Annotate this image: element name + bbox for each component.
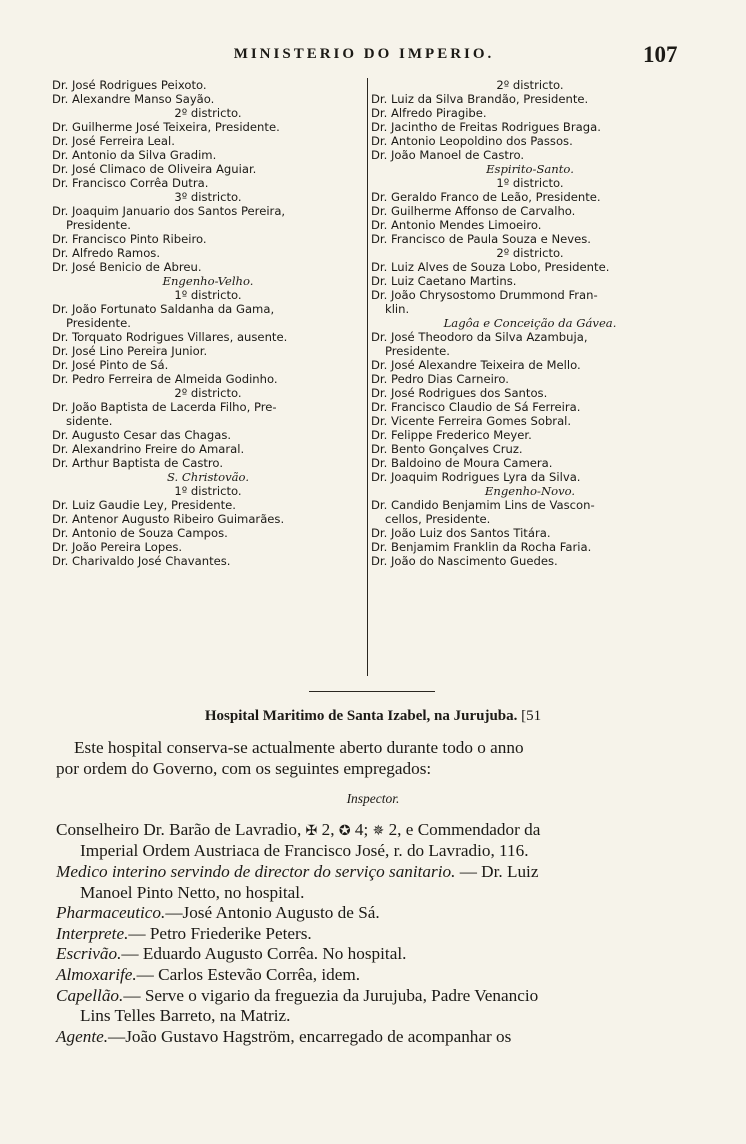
roster-entry: Dr. João Fortunato Saldanha da Gama,: [52, 302, 275, 316]
roster-entry: Dr. Luiz Alves de Souza Lobo, Presidente.: [371, 260, 610, 274]
roster-entry: Dr. Alexandre Manso Sayão.: [52, 92, 215, 106]
roster-entry: Dr. Antonio de Souza Campos.: [52, 526, 228, 540]
running-head: [0, 42, 746, 70]
inspector-order-2: 4;: [354, 819, 369, 839]
roster-entry: Dr. José Climaco de Oliveira Aguiar.: [52, 162, 257, 176]
district-heading: S. Christovão.: [167, 470, 249, 484]
pharmaceutico-line: [56, 903, 690, 924]
inspector-line-1: [56, 820, 690, 842]
roster-entry: Dr. Guilherme Affonso de Carvalho.: [371, 204, 576, 218]
interprete-line: [56, 924, 690, 945]
hospital-title-text: Hospital Maritimo de Santa Izabel, na Jurujuba.: [204, 708, 518, 724]
almoxarife-line: [56, 965, 690, 986]
pharmaceutico-label: Pharmaceutico.: [56, 903, 166, 923]
district-heading: Lagôa e Conceição da Gávea.: [443, 316, 617, 330]
hospital-title-ref: [51: [521, 708, 542, 724]
interprete-name: — Petro Friederike Peters.: [128, 923, 312, 943]
interprete-label: Interprete.: [56, 923, 129, 943]
agente-line: [56, 1027, 690, 1048]
running-head-title: MINISTERIO DO IMPERIO.: [233, 46, 495, 62]
roster-entry: Dr. Geraldo Franco de Leão, Presidente.: [371, 190, 601, 204]
hospital-section-title: [0, 708, 746, 725]
roster-entry: Dr. José Ferreira Leal.: [52, 134, 175, 148]
right-column: [371, 78, 689, 568]
roster-entry: Dr. Vicente Ferreira Gomes Sobral.: [371, 414, 572, 428]
roster-entry: Dr. Felippe Frederico Meyer.: [371, 428, 532, 442]
cross-of-order-icon: ✠: [305, 822, 318, 839]
district-heading: Espirito-Santo.: [486, 162, 574, 176]
medal-order-icon: ✪: [338, 822, 351, 839]
roster-entry: Dr. Baldoino de Moura Camera.: [371, 456, 553, 470]
district-heading: 2º districto.: [174, 106, 242, 120]
district-heading: Engenho-Novo.: [484, 484, 576, 498]
district-heading: 2º districto.: [174, 386, 242, 400]
roster-entry: Dr. João Chrysostomo Drummond Fran-: [371, 288, 598, 302]
medico-line-1: [56, 862, 690, 883]
roster-entry: Dr. Antonio Leopoldino dos Passos.: [371, 134, 573, 148]
pharmaceutico-name: —José Antonio Augusto de Sá.: [165, 903, 380, 923]
roster-entry: Dr. Alexandrino Freire do Amaral.: [52, 442, 245, 456]
almoxarife-label: Almoxarife.: [56, 964, 137, 984]
left-column: [52, 78, 364, 568]
roster-entry: Dr. Augusto Cesar das Chagas.: [52, 428, 232, 442]
agente-name: —João Gustavo Hagström, encarregado de acompanhar os: [108, 1026, 512, 1046]
roster-entry: Dr. João do Nascimento Guedes.: [371, 554, 558, 568]
escrivao-label: Escrivão.: [56, 944, 122, 964]
district-heading: 2º districto.: [496, 78, 564, 92]
roster-entry: Dr. Francisco de Paula Souza e Neves.: [371, 232, 591, 246]
roster-entry: Dr. Guilherme José Teixeira, Presidente.: [52, 120, 280, 134]
inspector-heading: Inspector.: [346, 791, 400, 807]
page-number: 107: [643, 42, 678, 67]
star-order-icon: ✵: [372, 822, 385, 839]
roster-entry: Dr. Joaquim Januario dos Santos Pereira,: [52, 204, 286, 218]
roster-entry: Dr. João Pereira Lopes.: [52, 540, 183, 554]
roster-continuation: Presidente.: [66, 218, 131, 232]
roster-entry: Dr. Luiz da Silva Brandão, Presidente.: [371, 92, 589, 106]
agente-label: Agente.: [56, 1026, 109, 1046]
inspector-order-3: 2, e Commendador da: [388, 819, 541, 839]
section-separator: [309, 691, 435, 692]
almoxarife-name: — Carlos Estevão Corrêa, idem.: [136, 964, 361, 984]
roster-entry: Dr. Alfredo Piragibe.: [371, 106, 487, 120]
roster-entry: Dr. José Lino Pereira Junior.: [52, 344, 208, 358]
roster-entry: Dr. Jacintho de Freitas Rodrigues Braga.: [371, 120, 601, 134]
roster-continuation: Presidente.: [66, 316, 131, 330]
capellao-label: Capellão.: [56, 985, 124, 1005]
medico-label: Medico interino servindo de director do serviço sanitario.: [56, 861, 456, 881]
district-heading: 1º districto.: [174, 288, 242, 302]
roster-continuation: cellos, Presidente.: [385, 512, 491, 526]
medico-line-2: Manoel Pinto Netto, no hospital.: [80, 882, 305, 902]
roster-entry: Dr. Luiz Caetano Martins.: [371, 274, 517, 288]
inspector-line-2: Imperial Ordem Austriaca de Francisco José, r. do Lavradio, 116.: [80, 841, 529, 861]
escrivao-name: — Eduardo Augusto Corrêa. No hospital.: [121, 944, 407, 964]
roster-entry: Dr. José Theodoro da Silva Azambuja,: [371, 330, 588, 344]
district-heading: Engenho-Velho.: [162, 274, 254, 288]
roster-entry: Dr. Joaquim Rodrigues Lyra da Silva.: [371, 470, 581, 484]
district-heading: 1º districto.: [496, 176, 564, 190]
roster-entry: Dr. Francisco Pinto Ribeiro.: [52, 232, 207, 246]
intro-line-2: por ordem do Governo, com os seguintes empregados:: [56, 758, 432, 778]
roster-entry: Dr. José Alexandre Teixeira de Mello.: [371, 358, 581, 372]
roster-entry: Dr. Alfredo Ramos.: [52, 246, 161, 260]
roster-entry: Dr. Antenor Augusto Ribeiro Guimarães.: [52, 512, 285, 526]
roster-entry: Dr. Francisco Claudio de Sá Ferreira.: [371, 400, 581, 414]
roster-entry: Dr. Antonio Mendes Limoeiro.: [371, 218, 542, 232]
column-divider: [367, 78, 368, 676]
district-heading: 3º districto.: [174, 190, 242, 204]
inspector-name: Conselheiro Dr. Barão de Lavradio,: [56, 819, 302, 839]
intro-line-1: Este hospital conserva-se actualmente aberto durante todo o anno: [74, 738, 524, 757]
roster-entry: Dr. José Rodrigues dos Santos.: [371, 386, 548, 400]
district-heading: 1º districto.: [174, 484, 242, 498]
roster-entry: Dr. Charivaldo José Chavantes.: [52, 554, 231, 568]
roster-entry: Dr. Luiz Gaudie Ley, Presidente.: [52, 498, 236, 512]
roster-entry: Dr. Torquato Rodrigues Villares, ausente.: [52, 330, 288, 344]
roster-entry: Dr. Pedro Ferreira de Almeida Godinho.: [52, 372, 278, 386]
roster-continuation: Presidente.: [385, 344, 450, 358]
roster-entry: Dr. Candido Benjamim Lins de Vascon-: [371, 498, 595, 512]
roster-entry: Dr. Antonio da Silva Gradim.: [52, 148, 217, 162]
capellao-line-1: [56, 986, 690, 1007]
hospital-body: [56, 738, 690, 1047]
roster-entry: Dr. José Rodrigues Peixoto.: [52, 78, 207, 92]
roster-entry: Dr. João Manoel de Castro.: [371, 148, 525, 162]
roster-continuation: klin.: [385, 302, 410, 316]
inspector-order-1: 2,: [321, 819, 335, 839]
roster-entry: Dr. Arthur Baptista de Castro.: [52, 456, 224, 470]
capellao-line-2: Lins Telles Barreto, na Matriz.: [80, 1006, 291, 1026]
medico-name: — Dr. Luiz: [459, 861, 539, 881]
escrivao-line: [56, 944, 690, 965]
roster-entry: Dr. João Luiz dos Santos Titára.: [371, 526, 551, 540]
roster-entry: Dr. Bento Gonçalves Cruz.: [371, 442, 523, 456]
roster-entry: Dr. José Benicio de Abreu.: [52, 260, 202, 274]
roster-entry: Dr. José Pinto de Sá.: [52, 358, 169, 372]
roster-entry: Dr. Francisco Corrêa Dutra.: [52, 176, 209, 190]
roster-continuation: sidente.: [66, 414, 113, 428]
district-heading: 2º districto.: [496, 246, 564, 260]
roster-entry: Dr. Benjamim Franklin da Rocha Faria.: [371, 540, 592, 554]
roster-entry: Dr. Pedro Dias Carneiro.: [371, 372, 509, 386]
capellao-name: — Serve o vigario da freguezia da Jurujuba, Padre Venancio: [123, 985, 539, 1005]
roster-entry: Dr. João Baptista de Lacerda Filho, Pre-: [52, 400, 277, 414]
